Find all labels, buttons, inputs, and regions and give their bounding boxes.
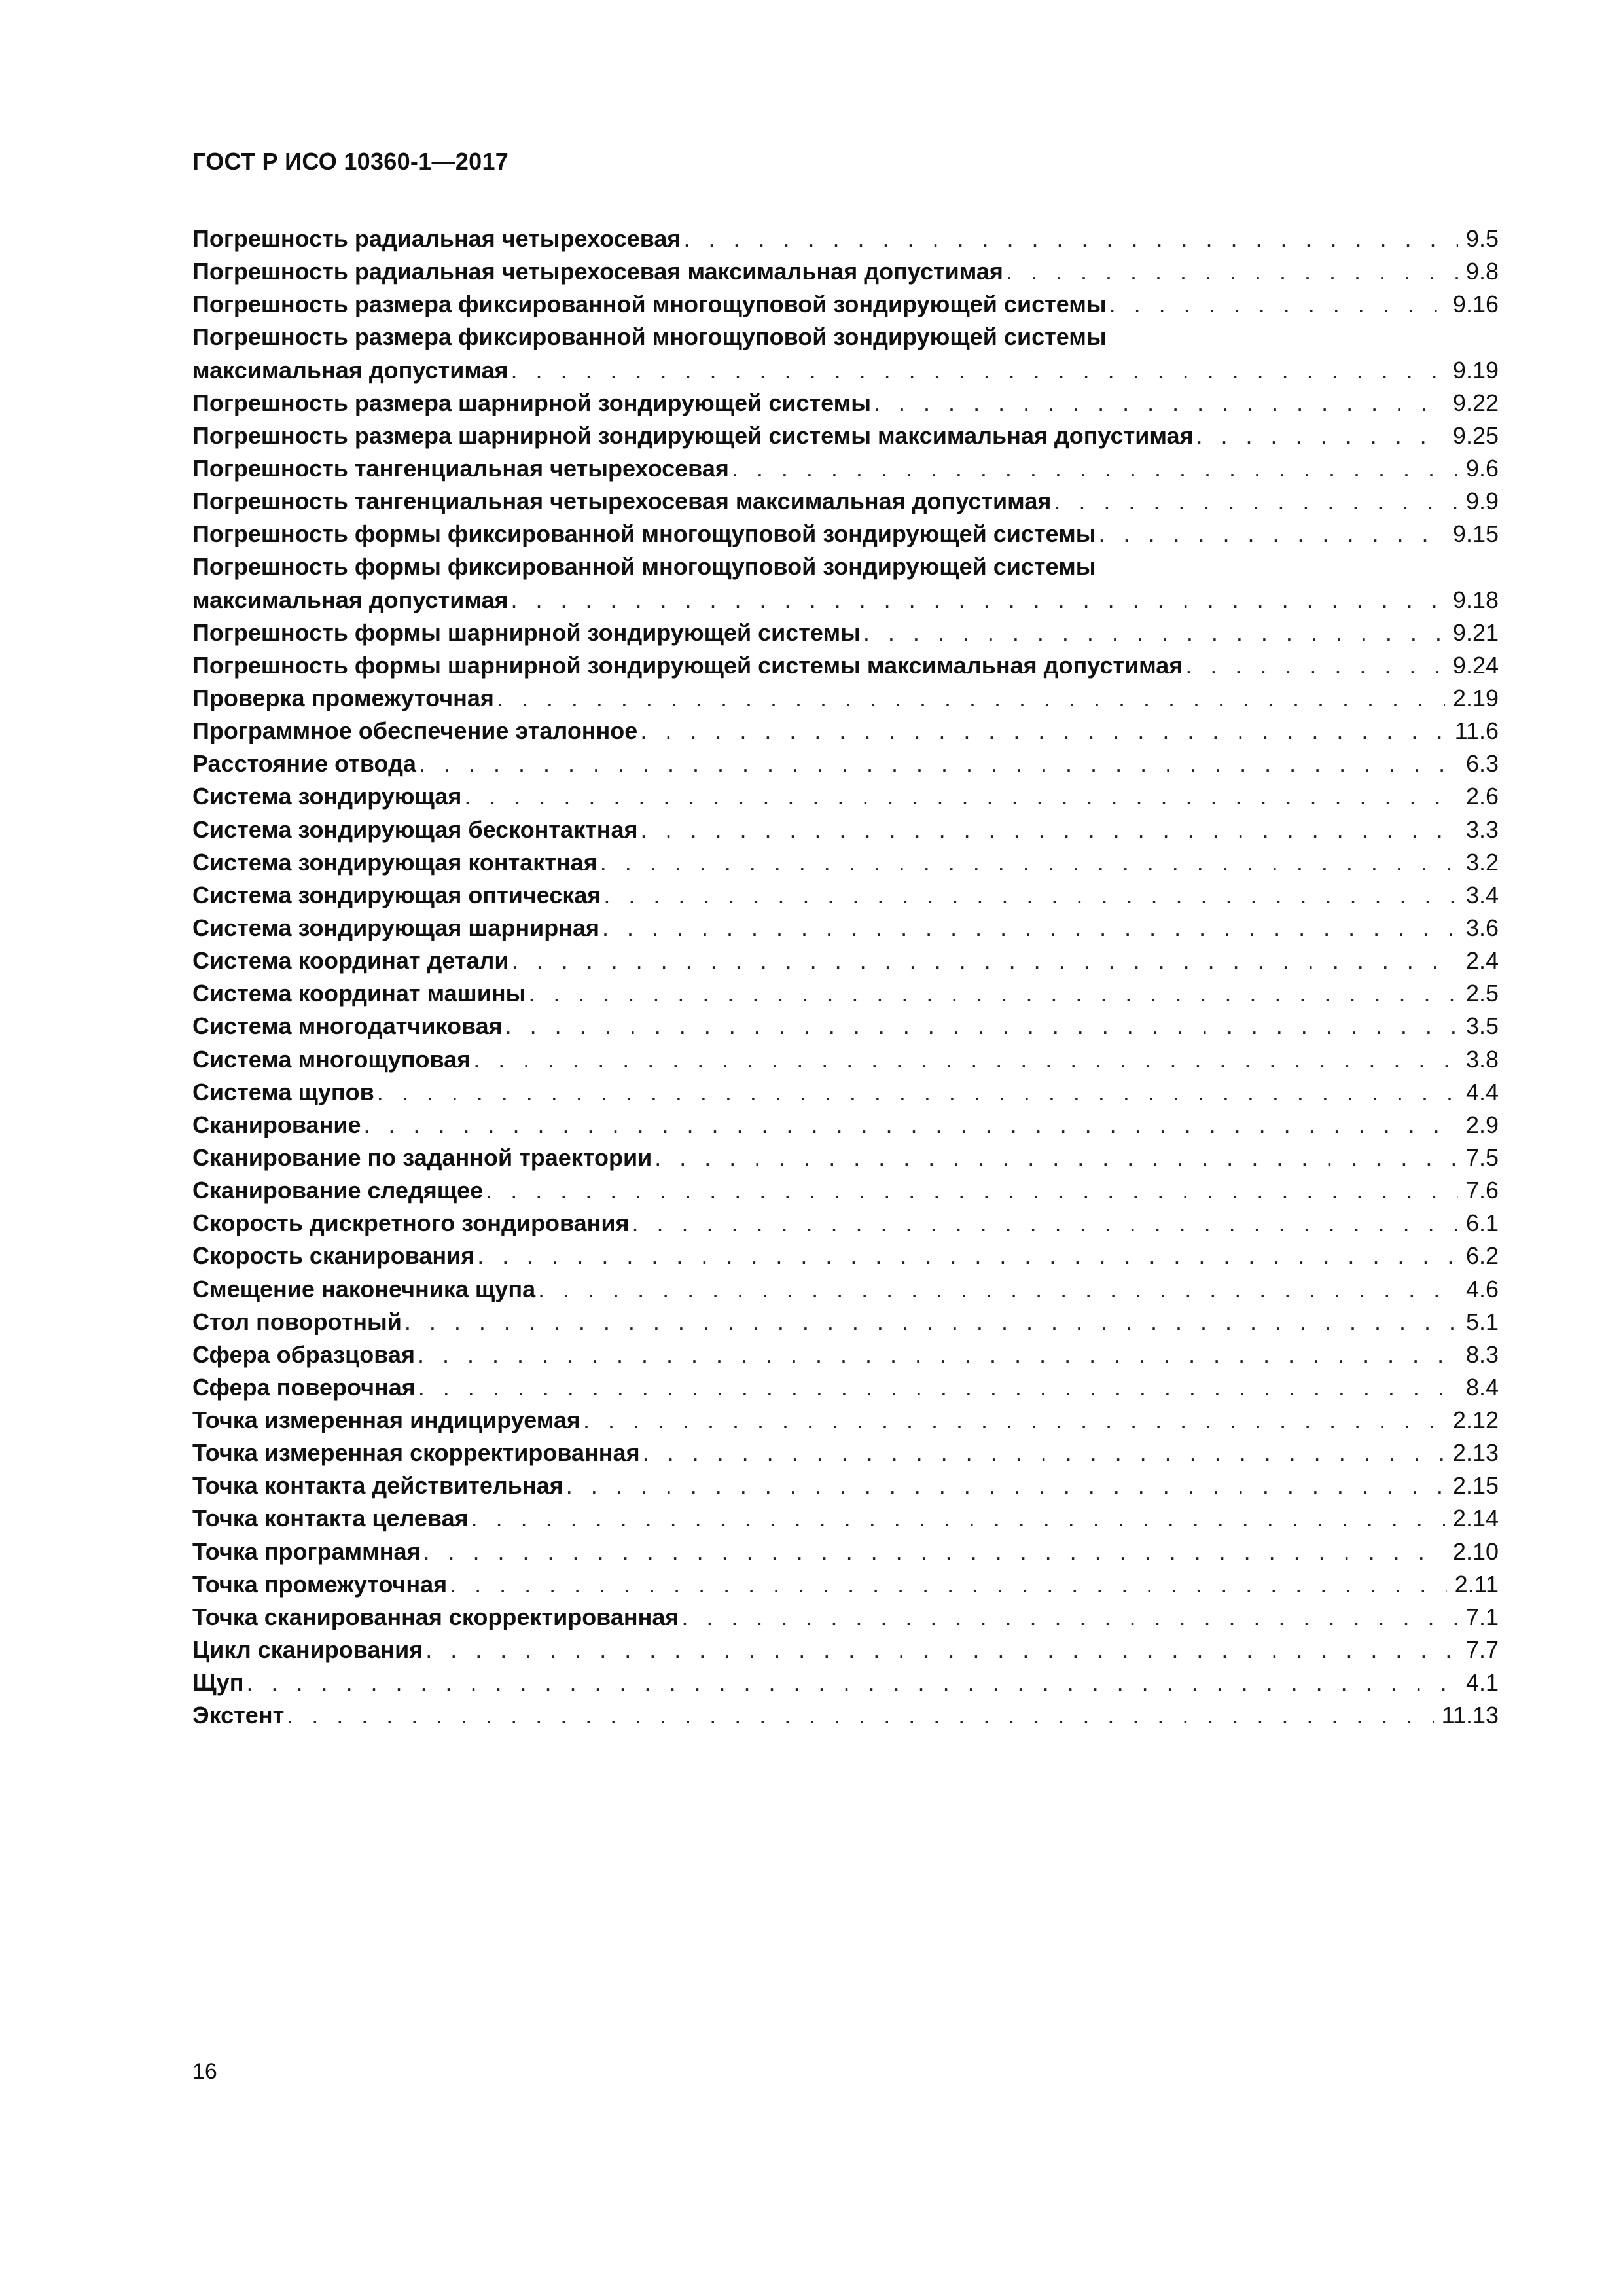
index-entry <box>192 814 1499 846</box>
index-term: Точка измеренная индицируемая <box>192 1407 580 1434</box>
leader-dots <box>450 1568 1447 1601</box>
index-reference: 2.12 <box>1452 1407 1499 1434</box>
index-reference: 5.1 <box>1465 1308 1499 1335</box>
index-entry <box>192 1666 1499 1699</box>
index-reference: 6.3 <box>1465 750 1499 778</box>
index-reference: 8.4 <box>1465 1373 1499 1401</box>
leader-dots <box>528 977 1458 1010</box>
index-entry <box>192 420 1499 452</box>
index-term: Смещение наконечника щупа <box>192 1275 536 1302</box>
index-reference: 2.6 <box>1465 783 1499 810</box>
index-reference: 7.7 <box>1465 1636 1499 1664</box>
index-entry <box>192 780 1499 813</box>
index-entry <box>192 1174 1499 1207</box>
leader-dots <box>1196 420 1445 452</box>
leader-dots <box>404 1306 1458 1338</box>
index-reference: 3.2 <box>1465 848 1499 876</box>
index-reference: 2.9 <box>1465 1111 1499 1138</box>
leader-dots <box>287 1699 1433 1732</box>
index-entry <box>192 1141 1499 1174</box>
index-term: Точка контакта целевая <box>192 1505 469 1532</box>
index-entry <box>192 518 1499 550</box>
index-term: Погрешность формы фиксированной многощуповой зондирующей системы <box>192 553 1096 581</box>
index-term: Система многодатчиковая <box>192 1013 503 1040</box>
leader-dots <box>477 1240 1458 1272</box>
index-entry <box>192 321 1499 353</box>
index-reference: 9.22 <box>1452 389 1499 416</box>
index-entry <box>192 1306 1499 1338</box>
index-reference: 9.5 <box>1465 225 1499 252</box>
alphabetical-index <box>192 223 1499 1732</box>
leader-dots <box>603 879 1458 912</box>
index-term: Цикл сканирования <box>192 1636 423 1664</box>
index-term: Точка промежуточная <box>192 1570 448 1598</box>
leader-dots <box>600 846 1458 879</box>
leader-dots <box>246 1666 1458 1699</box>
index-entry <box>192 846 1499 879</box>
leader-dots <box>641 814 1458 846</box>
index-entry <box>192 550 1499 583</box>
leader-dots <box>863 617 1445 649</box>
leader-dots <box>1109 288 1445 321</box>
index-entry <box>192 1207 1499 1240</box>
leader-dots <box>1006 255 1458 288</box>
index-term: Погрешность размера фиксированной многощуповой зондирующей системы <box>192 291 1107 318</box>
index-entry <box>192 977 1499 1010</box>
index-term: Система зондирующая контактная <box>192 848 597 876</box>
index-term: Погрешность размера шарнирной зондирующей системы <box>192 389 872 416</box>
index-term: Система зондирующая <box>192 783 462 810</box>
index-reference: 3.5 <box>1465 1013 1499 1040</box>
index-entry <box>192 387 1499 420</box>
leader-dots <box>681 1601 1458 1634</box>
index-reference: 7.1 <box>1465 1603 1499 1630</box>
leader-dots <box>566 1469 1445 1502</box>
index-reference: 6.2 <box>1465 1242 1499 1270</box>
leader-dots <box>505 1010 1458 1043</box>
leader-dots <box>418 1371 1458 1404</box>
index-entry <box>192 1634 1499 1666</box>
index-reference: 3.8 <box>1465 1045 1499 1073</box>
index-reference: 9.15 <box>1452 520 1499 548</box>
index-reference: 2.5 <box>1465 980 1499 1007</box>
leader-dots <box>683 223 1458 255</box>
index-term: максимальная допустимая <box>192 586 508 613</box>
leader-dots <box>512 944 1458 977</box>
index-reference: 2.13 <box>1452 1439 1499 1467</box>
index-term: Погрешность радиальная четырехосевая <box>192 225 681 252</box>
index-reference: 9.18 <box>1452 586 1499 613</box>
index-term: Скорость сканирования <box>192 1242 475 1270</box>
index-term: Точка контакта действительная <box>192 1472 563 1499</box>
index-entry <box>192 715 1499 747</box>
leader-dots <box>471 1502 1445 1535</box>
index-term: Точка сканированная скорректированная <box>192 1603 679 1630</box>
index-term: Система многощуповая <box>192 1045 471 1073</box>
index-reference: 2.4 <box>1465 947 1499 975</box>
index-entry <box>192 682 1499 715</box>
index-reference: 2.10 <box>1452 1537 1499 1565</box>
index-reference: 4.6 <box>1465 1275 1499 1302</box>
index-reference: 9.8 <box>1465 258 1499 285</box>
index-term: Сфера образцовая <box>192 1340 415 1368</box>
index-term: Проверка промежуточная <box>192 684 494 711</box>
index-reference: 9.25 <box>1452 422 1499 449</box>
index-entry <box>192 1404 1499 1437</box>
index-entry <box>192 649 1499 682</box>
index-term: Точка программная <box>192 1537 421 1565</box>
document-header: ГОСТ Р ИСО 10360-1—2017 <box>192 148 509 175</box>
index-term: Погрешность радиальная четырехосевая максимальная допустимая <box>192 258 1003 285</box>
index-entry <box>192 1699 1499 1732</box>
index-reference: 9.16 <box>1452 291 1499 318</box>
leader-dots <box>602 912 1458 944</box>
leader-dots <box>643 1437 1445 1469</box>
index-entry <box>192 1109 1499 1141</box>
index-reference: 7.5 <box>1465 1143 1499 1171</box>
index-entry <box>192 1437 1499 1469</box>
index-reference: 11.6 <box>1454 717 1499 745</box>
index-entry <box>192 584 1499 617</box>
index-entry <box>192 1535 1499 1568</box>
index-term: Погрешность формы фиксированной многощуповой зондирующей системы <box>192 520 1096 548</box>
leader-dots <box>732 452 1458 485</box>
leader-dots <box>473 1043 1458 1076</box>
index-reference: 9.19 <box>1452 356 1499 384</box>
leader-dots <box>363 1109 1457 1141</box>
index-entry <box>192 912 1499 944</box>
index-term: Точка измеренная скорректированная <box>192 1439 640 1467</box>
leader-dots <box>632 1207 1458 1240</box>
index-reference: 2.14 <box>1452 1505 1499 1532</box>
index-term: Стол поворотный <box>192 1308 402 1335</box>
index-reference: 2.19 <box>1452 684 1499 711</box>
index-entry <box>192 747 1499 780</box>
index-term: Погрешность тангенциальная четырехосевая <box>192 454 729 482</box>
index-term: Сканирование <box>192 1111 361 1138</box>
leader-dots <box>874 387 1445 420</box>
leader-dots <box>511 584 1445 617</box>
index-entry <box>192 1273 1499 1306</box>
index-entry <box>192 944 1499 977</box>
index-term: Система координат машины <box>192 980 526 1007</box>
leader-dots <box>583 1404 1445 1437</box>
leader-dots <box>486 1174 1458 1207</box>
index-entry <box>192 1076 1499 1109</box>
page-number: 16 <box>192 2059 217 2084</box>
index-term: максимальная допустимая <box>192 356 508 384</box>
index-term: Сканирование по заданной траектории <box>192 1143 652 1171</box>
index-entry <box>192 1043 1499 1076</box>
index-entry <box>192 617 1499 649</box>
index-entry <box>192 1240 1499 1272</box>
index-entry <box>192 1469 1499 1502</box>
index-reference: 4.4 <box>1465 1078 1499 1105</box>
index-term: Погрешность формы шарнирной зондирующей системы максимальная допустимая <box>192 651 1183 679</box>
index-reference: 9.21 <box>1452 619 1499 646</box>
index-reference: 7.6 <box>1465 1177 1499 1204</box>
index-reference: 3.6 <box>1465 914 1499 941</box>
leader-dots <box>1098 518 1444 550</box>
leader-dots <box>654 1141 1458 1174</box>
leader-dots <box>423 1535 1445 1568</box>
leader-dots <box>1054 485 1458 518</box>
index-term: Сфера поверочная <box>192 1373 416 1401</box>
index-term: Погрешность размера фиксированной многощуповой зондирующей системы <box>192 323 1107 351</box>
index-reference: 2.11 <box>1454 1570 1499 1598</box>
index-entry <box>192 1010 1499 1043</box>
index-term: Система щупов <box>192 1078 374 1105</box>
index-reference: 2.15 <box>1452 1472 1499 1499</box>
leader-dots <box>538 1273 1458 1306</box>
index-reference: 11.13 <box>1441 1702 1499 1729</box>
index-term: Скорость дискретного зондирования <box>192 1210 630 1237</box>
index-term: Щуп <box>192 1669 244 1696</box>
index-entry <box>192 1568 1499 1601</box>
index-reference: 8.3 <box>1465 1340 1499 1368</box>
index-entry <box>192 452 1499 485</box>
leader-dots <box>377 1076 1458 1109</box>
index-term: Система координат детали <box>192 947 509 975</box>
index-reference: 3.4 <box>1465 881 1499 908</box>
index-reference: 9.6 <box>1465 454 1499 482</box>
index-reference: 9.24 <box>1452 651 1499 679</box>
index-entry <box>192 879 1499 912</box>
index-entry <box>192 485 1499 518</box>
index-term: Система зондирующая оптическая <box>192 881 601 908</box>
index-term: Расстояние отвода <box>192 750 416 778</box>
index-entry <box>192 1371 1499 1404</box>
index-term: Погрешность размера шарнирной зондирующей системы максимальная допустимая <box>192 422 1194 449</box>
leader-dots <box>640 715 1446 747</box>
leader-dots <box>464 780 1458 813</box>
index-reference: 9.9 <box>1465 488 1499 515</box>
leader-dots <box>425 1634 1458 1666</box>
index-entry <box>192 1601 1499 1634</box>
leader-dots <box>1185 649 1445 682</box>
leader-dots <box>419 747 1458 780</box>
index-term: Сканирование следящее <box>192 1177 484 1204</box>
leader-dots <box>418 1338 1458 1371</box>
index-entry <box>192 223 1499 255</box>
index-entry <box>192 354 1499 387</box>
leader-dots <box>497 682 1445 715</box>
index-term: Погрешность тангенциальная четырехосевая максимальная допустимая <box>192 488 1052 515</box>
index-term: Погрешность формы шарнирной зондирующей системы <box>192 619 861 646</box>
index-entry <box>192 1502 1499 1535</box>
index-entry <box>192 255 1499 288</box>
index-reference: 3.3 <box>1465 816 1499 843</box>
index-entry <box>192 1338 1499 1371</box>
index-term: Экстент <box>192 1702 285 1729</box>
index-reference: 4.1 <box>1465 1669 1499 1696</box>
leader-dots <box>511 354 1445 387</box>
index-term: Программное обеспечение эталонное <box>192 717 638 745</box>
index-term: Система зондирующая шарнирная <box>192 914 600 941</box>
index-reference: 6.1 <box>1465 1210 1499 1237</box>
index-entry <box>192 288 1499 321</box>
index-term: Система зондирующая бесконтактная <box>192 816 638 843</box>
